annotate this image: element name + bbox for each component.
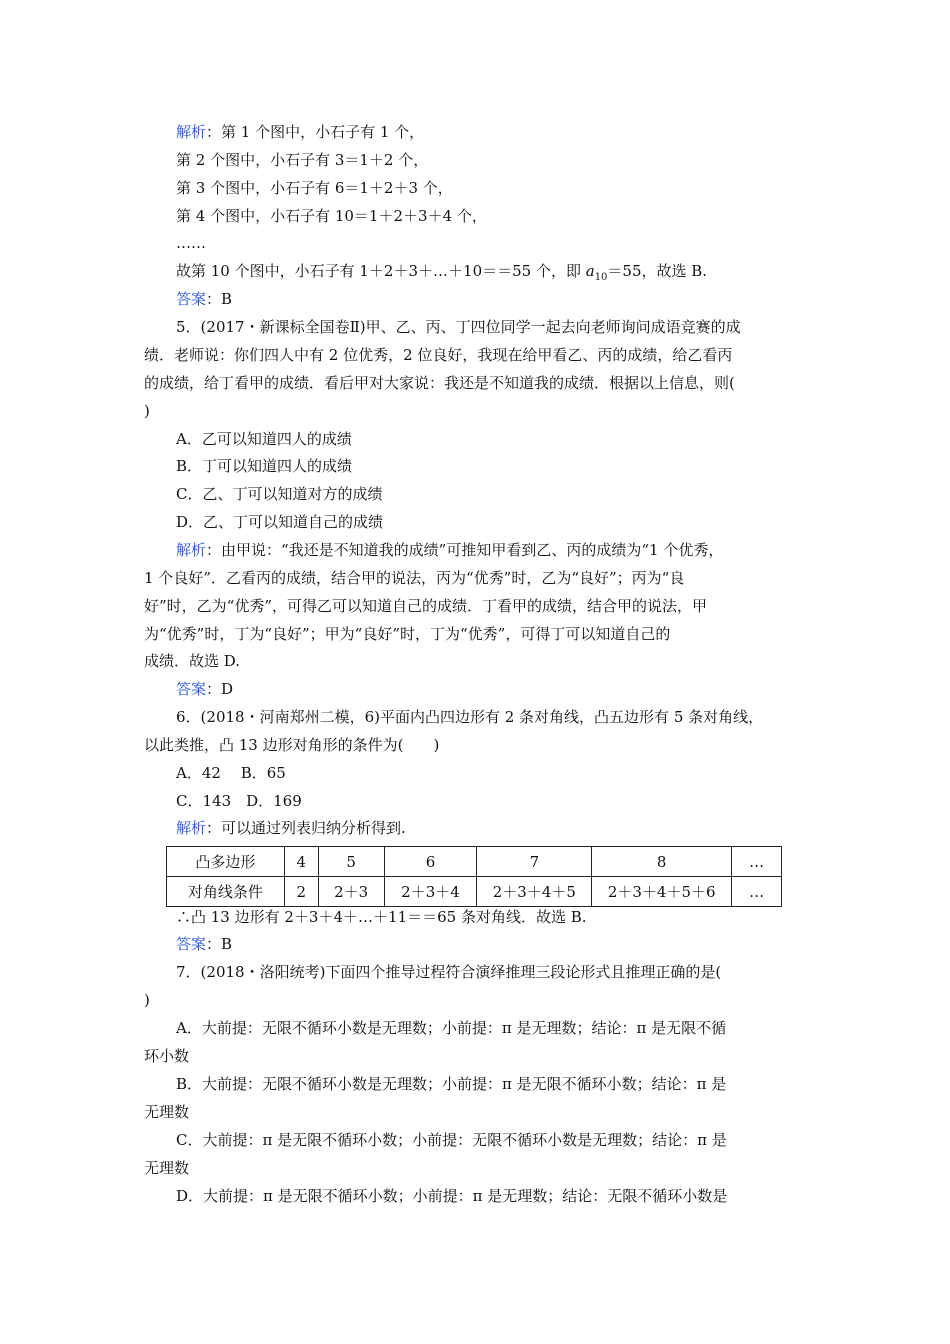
q5-option-a: A．乙可以知道四人的成绩 bbox=[176, 430, 352, 448]
table-cell: 2＋3＋4＋5 bbox=[477, 877, 592, 907]
q5-solution-line2: 1 个良好”．乙看丙的成绩，结合甲的说法，丙为“优秀”时，乙为“良好”；丙为“良 bbox=[144, 569, 685, 587]
q7-option-a-line2: 环小数 bbox=[144, 1047, 190, 1065]
table-cell: 2＋3 bbox=[318, 877, 384, 907]
table-cell: 7 bbox=[477, 847, 592, 877]
diagonal-table bbox=[166, 846, 782, 907]
table-cell: 5 bbox=[318, 847, 384, 877]
var-a: a bbox=[585, 262, 595, 280]
answer-value: ：B bbox=[206, 290, 233, 308]
analysis-label: 解析 bbox=[176, 123, 207, 141]
var-sub: 10 bbox=[594, 272, 608, 283]
table-cell: 2 bbox=[284, 877, 318, 907]
q5-line3: 的成绩，给丁看甲的成绩．看后甲对大家说：我还是不知道我的成绩．根据以上信息，则( bbox=[144, 374, 735, 392]
q5-line2: 绩．老师说：你们四人中有 2 位优秀，2 位良好，我现在给甲看乙、丙的成绩，给乙看丙 bbox=[144, 346, 733, 364]
table-cell: … bbox=[732, 847, 782, 877]
table-row bbox=[167, 847, 782, 877]
sol4-answer bbox=[176, 289, 232, 309]
answer-label: 答案 bbox=[176, 680, 207, 698]
q6-answer bbox=[176, 934, 232, 954]
q5-solution-line3: 好”时，乙为“优秀”，可得乙可以知道自己的成绩．丁看甲的成绩，结合甲的说法，甲 bbox=[144, 597, 708, 615]
q6-solution-line1 bbox=[176, 818, 406, 838]
q6-conclusion: ∴凸 13 边形有 2＋3＋4＋…＋11＝＝65 条对角线．故选 B. bbox=[176, 908, 587, 926]
answer-value: ：B bbox=[206, 935, 233, 953]
sol4-line1 bbox=[176, 122, 424, 142]
sol4-line5 bbox=[176, 261, 707, 281]
table-cell: 2＋3＋4 bbox=[384, 877, 477, 907]
q7-option-c-line2: 无理数 bbox=[144, 1159, 190, 1177]
q7-option-a-line1: A．大前提：无限不循环小数是无理数；小前提：π 是无理数；结论：π 是无限不循 bbox=[176, 1019, 727, 1037]
q5-line4: ) bbox=[144, 402, 150, 420]
table-cell: 8 bbox=[592, 847, 732, 877]
q7-line1: 7．(2018・洛阳统考)下面四个推导过程符合演绎推理三段论形式且推理正确的是( bbox=[176, 963, 722, 981]
answer-label: 答案 bbox=[176, 935, 207, 953]
q5-solution-line1 bbox=[176, 540, 723, 560]
q7-option-c-line1: C．大前提：π 是无限不循环小数；小前提：无限不循环小数是无理数；结论：π 是 bbox=[176, 1131, 727, 1149]
sol4-l5a: 故第 10 个图中，小石子有 1＋2＋3＋…＋10＝＝55 个，即 bbox=[176, 262, 586, 280]
q5-answer bbox=[176, 679, 233, 699]
answer-value: ：D bbox=[206, 680, 234, 698]
analysis-label: 解析 bbox=[176, 541, 207, 559]
q6-line1: 6．(2018・河南郑州二模，6)平面内凸四边形有 2 条对角线，凸五边形有 5 条对角线， bbox=[176, 708, 764, 726]
sol4-line4: 第 4 个图中，小石子有 10＝1＋2＋3＋4 个， bbox=[176, 207, 487, 225]
table-cell: 对角线条件 bbox=[167, 877, 285, 907]
table-cell: 6 bbox=[384, 847, 477, 877]
sol4-text: ：第 1 个图中，小石子有 1 个， bbox=[206, 123, 425, 141]
q5-line1: 5．(2017・新课标全国卷Ⅱ)甲、乙、丙、丁四位同学一起去向老师询问成语竞赛的成 bbox=[176, 318, 741, 336]
q7-option-b-line1: B．大前提：无限不循环小数是无理数；小前提：π 是无限不循环小数；结论：π 是 bbox=[176, 1075, 727, 1093]
q6-line2: 以此类推，凸 13 边形对角形的条件为( ) bbox=[144, 736, 440, 754]
q5-solution-line4: 为“优秀”时，丁为“良好”；甲为“良好”时，丁为“优秀”，可得丁可以知道自己的 bbox=[144, 625, 671, 643]
sol4-ellipsis: …… bbox=[176, 234, 206, 252]
q6-s1: ：可以通过列表归纳分析得到. bbox=[206, 819, 406, 837]
sol4-l5b: ＝55，故选 B. bbox=[607, 262, 708, 280]
sol4-line3: 第 3 个图中，小石子有 6＝1＋2＋3 个， bbox=[176, 179, 453, 197]
q5-option-c: C．乙、丁可以知道对方的成绩 bbox=[176, 485, 383, 503]
q6-options-cd: C．143 D．169 bbox=[176, 792, 302, 810]
q5-option-d: D．乙、丁可以知道自己的成绩 bbox=[176, 513, 384, 531]
q5-option-b: B．丁可以知道四人的成绩 bbox=[176, 457, 353, 475]
table-row bbox=[167, 877, 782, 907]
q7-option-b-line2: 无理数 bbox=[144, 1103, 190, 1121]
q5-s1: ：由甲说：“我还是不知道我的成绩”可推知甲看到乙、丙的成绩为“1 个优秀， bbox=[206, 541, 724, 559]
q7-line2: ) bbox=[144, 991, 150, 1009]
table-cell: 凸多边形 bbox=[167, 847, 285, 877]
table-cell: … bbox=[732, 877, 782, 907]
q6-options-ab: A．42 B．65 bbox=[176, 764, 286, 782]
answer-label: 答案 bbox=[176, 290, 207, 308]
analysis-label: 解析 bbox=[176, 819, 207, 837]
q7-option-d-line1: D．大前提：π 是无限不循环小数；小前提：π 是无理数；结论：无限不循环小数是 bbox=[176, 1187, 728, 1205]
sol4-line2: 第 2 个图中，小石子有 3＝1＋2 个， bbox=[176, 151, 429, 169]
table-cell: 4 bbox=[284, 847, 318, 877]
q5-solution-line5: 成绩．故选 D. bbox=[144, 652, 241, 670]
table-cell: 2＋3＋4＋5＋6 bbox=[592, 877, 732, 907]
